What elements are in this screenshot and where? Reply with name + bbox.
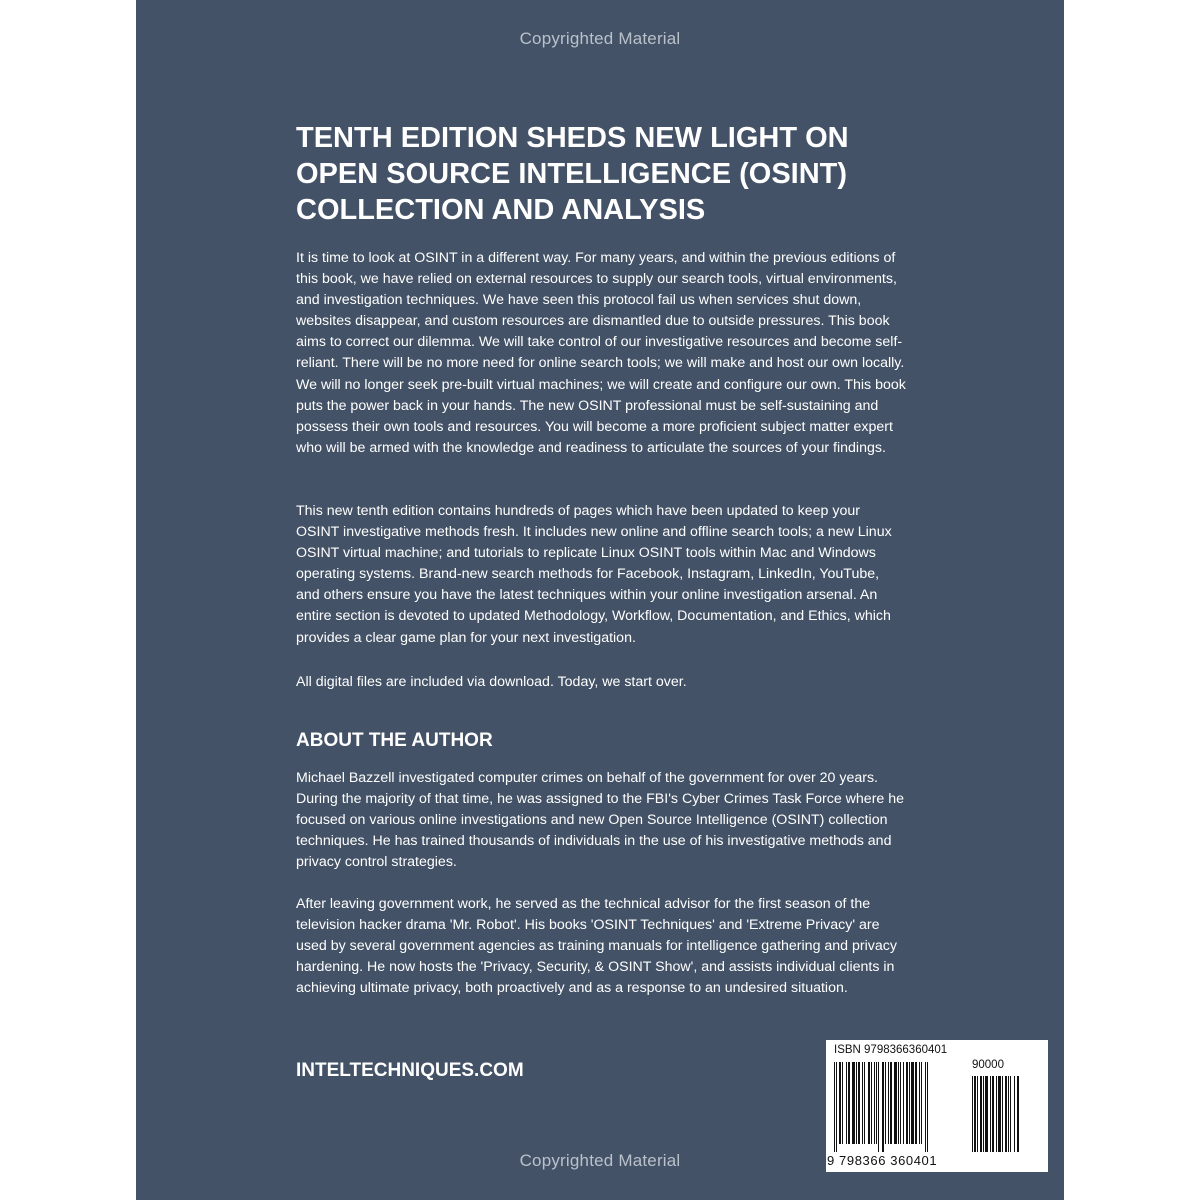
price-code: 90000: [972, 1059, 1004, 1071]
description-paragraph-2: This new tenth edition contains hundreds of pages which have been updated to keep your OSINT investigative methods fresh. It includes new online and offline search tools; a new Linux OSINT virtual machine; and tutorials to replicate Linux OSINT tools within Mac and Windows operating systems. Brand-new search methods for Facebook, Instagram, LinkedIn, YouTube, and others ensure you have the latest techniques within your online investigation arsenal. An entire section is devoted to updated Methodology, Workflow, Documentation, and Ethics, which provides a clear game plan for your next investigation.: [296, 503, 892, 646]
book-back-cover: [136, 0, 1064, 1200]
description-paragraph-3: All digital files are included via download. Today, we start over.: [296, 674, 687, 690]
about-author-paragraph-1: Michael Bazzell investigated computer crimes on behalf of the government for over 20 years. During the majority of that time, he was assigned to the FBI's Cyber Crimes Task Force where he focused on various online investigations and new Open Source Intelligence (OSINT) collection techniques. He has trained thousands of individuals in the use of his investigative methods and privacy control strategies.: [296, 770, 905, 871]
price-barcode-bars: [972, 1076, 1038, 1152]
watermark-top: Copyrighted Material: [519, 29, 681, 48]
watermark-bottom: Copyrighted Material: [519, 1151, 681, 1170]
ean-digits: 9 798366 360401: [827, 1153, 938, 1168]
website-url: INTELTECHNIQUES.COM: [296, 1060, 524, 1081]
about-author-paragraph-2: After leaving government work, he served as the technical advisor for the first season of the television hacker drama 'Mr. Robot'. His books 'OSINT Techniques' and 'Extreme Privacy' are used by several government agencies as training manuals for intelligence gathering and privacy hardening. He now hosts the 'Privacy, Security, & OSINT Show', and assists individual clients in achieving ultimate privacy, both proactively and as a response to an undesired situation.: [296, 896, 897, 997]
cover-headline: TENTH EDITION SHEDS NEW LIGHT ON OPEN SOURCE INTELLIGENCE (OSINT) COLLECTION AND ANALYSIS: [296, 122, 849, 226]
about-author-heading: ABOUT THE AUTHOR: [296, 730, 493, 751]
isbn-label: ISBN 9798366360401: [834, 1044, 948, 1056]
description-paragraph-1: It is time to look at OSINT in a different way. For many years, and within the previous editions of this book, we have relied on external resources to supply our search tools, virtual environments, and investigation techniques. We have seen this protocol fail us when services shut down, websites disappear, and custom resources are dismantled due to outside pressures. This book aims to correct our dilemma. We will take control of our investigative resources and become self-reliant. There will be no more need for online search tools; we will make and host our own locally. We will no longer seek pre-built virtual machines; we will create and configure our own. This book puts the power back in your hands. The new OSINT professional must be self-sustaining and possess their own tools and resources. You will become a more proficient subject matter expert who will be armed with the knowledge and readiness to articulate the sources of your findings.: [296, 250, 906, 456]
ean-barcode-bars: [834, 1062, 968, 1152]
